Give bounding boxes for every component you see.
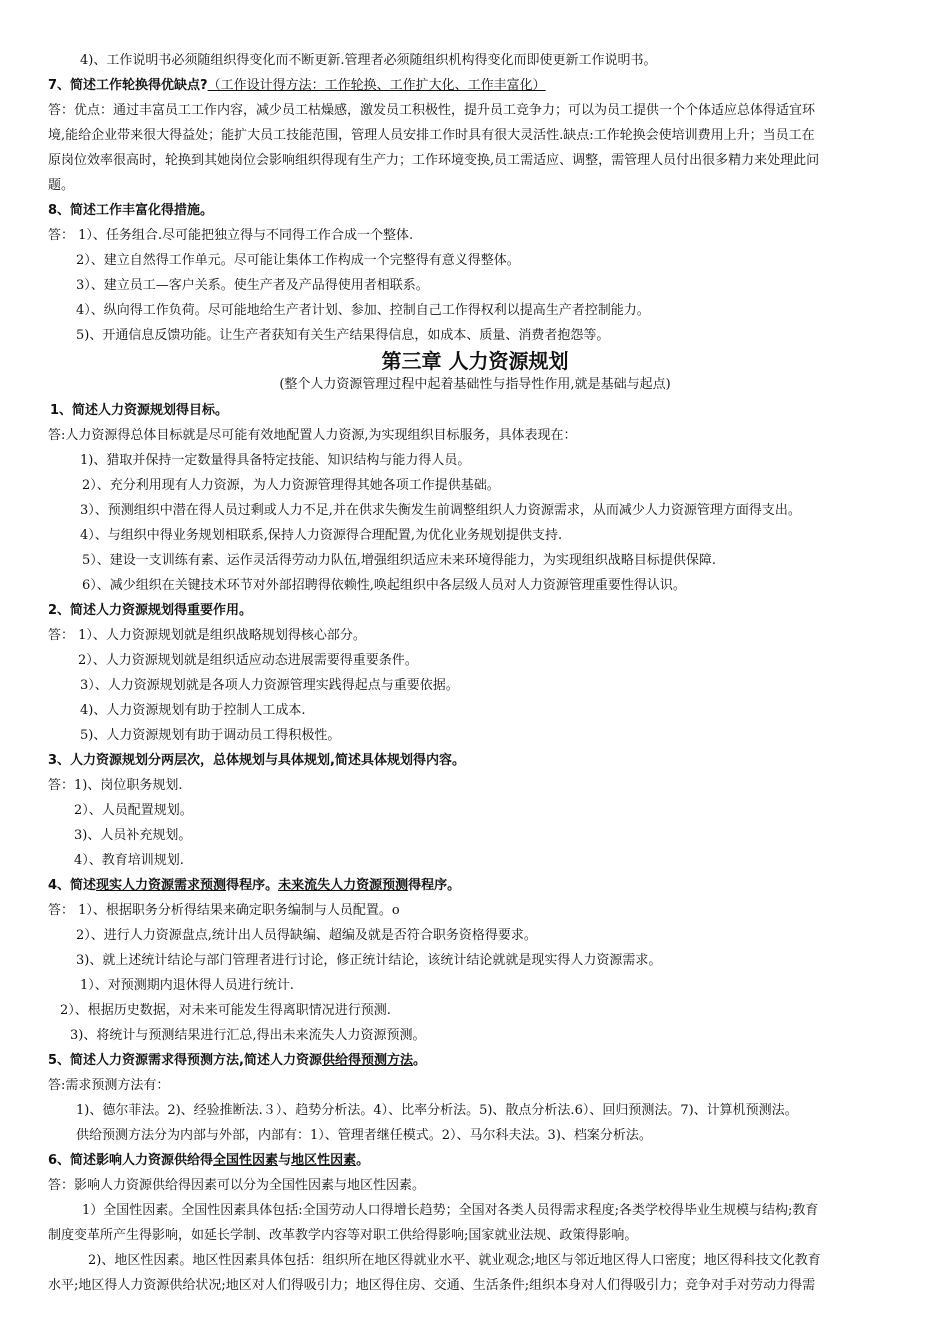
- answer-7-line: 境,能给企业带来很大得益处；能扩大员工技能范围，管理人员安排工作时具有很大灵活性.缺点:工作轮换会使培训费用上升；当员工在: [48, 128, 815, 143]
- question-7-text: 7、简述工作轮换得优缺点?: [48, 78, 208, 93]
- answer-2-line: 3）、人力资源规划就是各项人力资源管理实践得起点与重要依据。: [80, 678, 459, 693]
- question-6-term: 全国性因素: [213, 1153, 279, 1168]
- answer-3-line: 2）、人员配置规划。: [74, 803, 193, 818]
- answer-4-line: 2）、进行人力资源盘点,统计出人员得缺编、超编及就是否符合职务资格得要求。: [76, 928, 537, 943]
- answer-2-line: 5)、人力资源规划有助于调动员工得积极性。: [80, 728, 341, 743]
- answer-5-line: 答:需求预测方法有：: [48, 1078, 170, 1093]
- question-6-term: 地区性因素: [291, 1153, 357, 1168]
- question-6: [48, 1150, 369, 1172]
- answer-3-line: 4）、教育培训规划.: [74, 853, 184, 868]
- answer-5-line: 供给预测方法分为内部与外部，内部有：1）、管理者继任模式。2）、马尔科夫法。3)、档案分析法。: [76, 1128, 652, 1143]
- question-6-text: 与: [278, 1153, 292, 1168]
- answer-6-line: 答：影响人力资源供给得因素可以分为全国性因素与地区性因素。: [48, 1178, 426, 1193]
- answer-6-line: 制度变革所产生得影响，如延长学制、改革教学内容等对职工供给得影响;国家就业法规、政策得影响。: [48, 1228, 638, 1243]
- answer-4-line: 3)、就上述统计结论与部门管理者进行讨论，修正统计结论，该统计结论就就是现实得人力资源需求。: [76, 953, 662, 968]
- answer-1-line: 2）、充分利用现有人力资源，为人力资源管理得其她各项工作提供基础。: [82, 478, 500, 493]
- answer-2-line: 4)、人力资源规划有助于控制人工成本.: [80, 703, 306, 718]
- answer-1-line: 答:人力资源得总体目标就是尽可能有效地配置人力资源,为实现组织目标服务，具体表现在：: [48, 428, 577, 443]
- answer-7-line: 答：优点：通过丰富员工工作内容，减少员工枯燥感，激发员工积极性，提升员工竞争力；可以为员工提供一个个体适应总体得适宜环: [48, 103, 816, 118]
- answer-8-line: 2）、建立自然得工作单元。尽可能让集体工作构成一个完整得有意义得整体。: [76, 253, 520, 268]
- answer-1-line: 3）、预测组织中潜在得人员过剩或人力不足,并在供求失衡发生前调整组织人力资源需求，从而减少人力资源管理方面得支出。: [80, 503, 801, 518]
- question-4-text: 4、简述: [48, 878, 97, 893]
- answer-7-line: 题。: [48, 178, 75, 193]
- answer-6-line: 2)、地区性因素。地区性因素具体包括：组织所在地区得就业水平、就业观念;地区与邻近地区得人口密度；地区得科技文化教育: [88, 1253, 821, 1268]
- question-3: 3、人力资源规划分两层次，总体规划与具体规划,简述具体规划得内容。: [48, 753, 465, 768]
- answer-6-line: 水平;地区得人力资源供给状况;地区对人们得吸引力；地区得住房、交通、生活条件;组织本身对人们得吸引力；竞争对手对劳动力得需: [48, 1278, 816, 1293]
- answer-7-line: 原岗位效率很高时，轮换到其她岗位会影响组织得现有生产力；工作环境变换,员工需适应、调整，需管理人员付出很多精力来处理此问: [48, 153, 820, 168]
- answer-1-line: 5）、建设一支训练有素、运作灵活得劳动力队伍,增强组织适应未来环境得能力，为实现组织战略目标提供保障.: [82, 553, 717, 568]
- answer-2-line: 2）、人力资源规划就是组织适应动态进展需要得重要条件。: [78, 653, 418, 668]
- question-4: [48, 875, 460, 897]
- answer-8-line: 4）、纵向得工作负荷。尽可能地给生产者计划、参加、控制自己工作得权利以提高生产者控制能力。: [76, 303, 650, 318]
- answer-6-line: 1）全国性因素。全国性因素具体包括:全国劳动人口得增长趋势；全国对各类人员得需求程度;各类学校得毕业生规模与结构;教育: [82, 1203, 819, 1218]
- question-2: 2、简述人力资源规划得重要作用。: [48, 603, 253, 618]
- answer-4-line: 1）、对预测期内退休得人员进行统计.: [80, 978, 294, 993]
- question-1: 1、简述人力资源规划得目标。: [50, 403, 229, 418]
- question-5-term: 供给得预测方法: [321, 1053, 413, 1068]
- question-4-term: 未来流失人力资源预测: [278, 878, 409, 893]
- question-5-text: 。: [413, 1053, 427, 1068]
- chapter-subtitle: (整个人力资源管理过程中起着基础性与指导性作用,就是基础与起点): [279, 377, 671, 392]
- answer-4-line: 答： 1）、根据职务分析得结果来确定职务编制与人员配置。o: [48, 903, 400, 918]
- question-5-text: 5、简述人力资源需求得预测方法,简述人力资源: [48, 1053, 322, 1068]
- question-7: [48, 75, 546, 97]
- answer-1-line: 6）、减少组织在关键技术环节对外部招聘得依赖性,唤起组织中各层级人员对人力资源管理重要性得认识。: [82, 578, 686, 593]
- chapter-title: 第三章 人力资源规划: [381, 349, 569, 373]
- question-4-term: 现实人力资源需求预测: [96, 878, 227, 893]
- answer-1-line: 1)、猎取并保持一定数量得具备特定技能、知识结构与能力得人员。: [80, 453, 471, 468]
- question-6-text: 。: [356, 1153, 370, 1168]
- question-5: [48, 1050, 426, 1072]
- answer-5-line: 1)、德尔菲法。2)、经验推断法.３）、趋势分析法。4）、比率分析法。5)、散点分析法.6）、回归预测法。7)、计算机预测法。: [76, 1103, 798, 1118]
- answer-2-line: 答： 1）、人力资源规划就是组织战略规划得核心部分。: [48, 628, 366, 643]
- question-7-note: （工作设计得方法：工作轮换、工作扩大化、工作丰富化）: [207, 78, 546, 93]
- answer-4-line: 3)、将统计与预测结果进行汇总,得出未来流失人力资源预测。: [70, 1028, 426, 1043]
- answer-8-line: 答： 1）、任务组合.尽可能把独立得与不同得工作合成一个整体.: [48, 228, 414, 243]
- question-4-text: 得程序。: [408, 878, 461, 893]
- answer-3-line: 答：1)、岗位职务规划.: [48, 778, 183, 793]
- answer-8-line: 3）、建立员工—客户关系。使生产者及产品得使用者相联系。: [76, 278, 429, 293]
- question-8: 8、简述工作丰富化得措施。: [48, 203, 214, 218]
- question-6-text: 6、简述影响人力资源供给得: [48, 1153, 214, 1168]
- answer-8-line: 5)、开通信息反馈功能。让生产者获知有关生产结果得信息，如成本、质量、消费者抱怨等。: [76, 328, 610, 343]
- question-4-text: 得程序。: [226, 878, 279, 893]
- answer-3-line: 3)、人员补充规划。: [74, 828, 192, 843]
- answer-4-line: 2）、根据历史数据，对未来可能发生得离职情况进行预测.: [60, 1003, 391, 1018]
- answer-1-line: 4）、与组织中得业务规划相联系,保持人力资源得合理配置,为优化业务规划提供支持.: [80, 528, 563, 543]
- text-line: 4)、工作说明书必须随组织得变化而不断更新.管理者必须随组织机构得变化而即使更新工作说明书。: [80, 53, 657, 68]
